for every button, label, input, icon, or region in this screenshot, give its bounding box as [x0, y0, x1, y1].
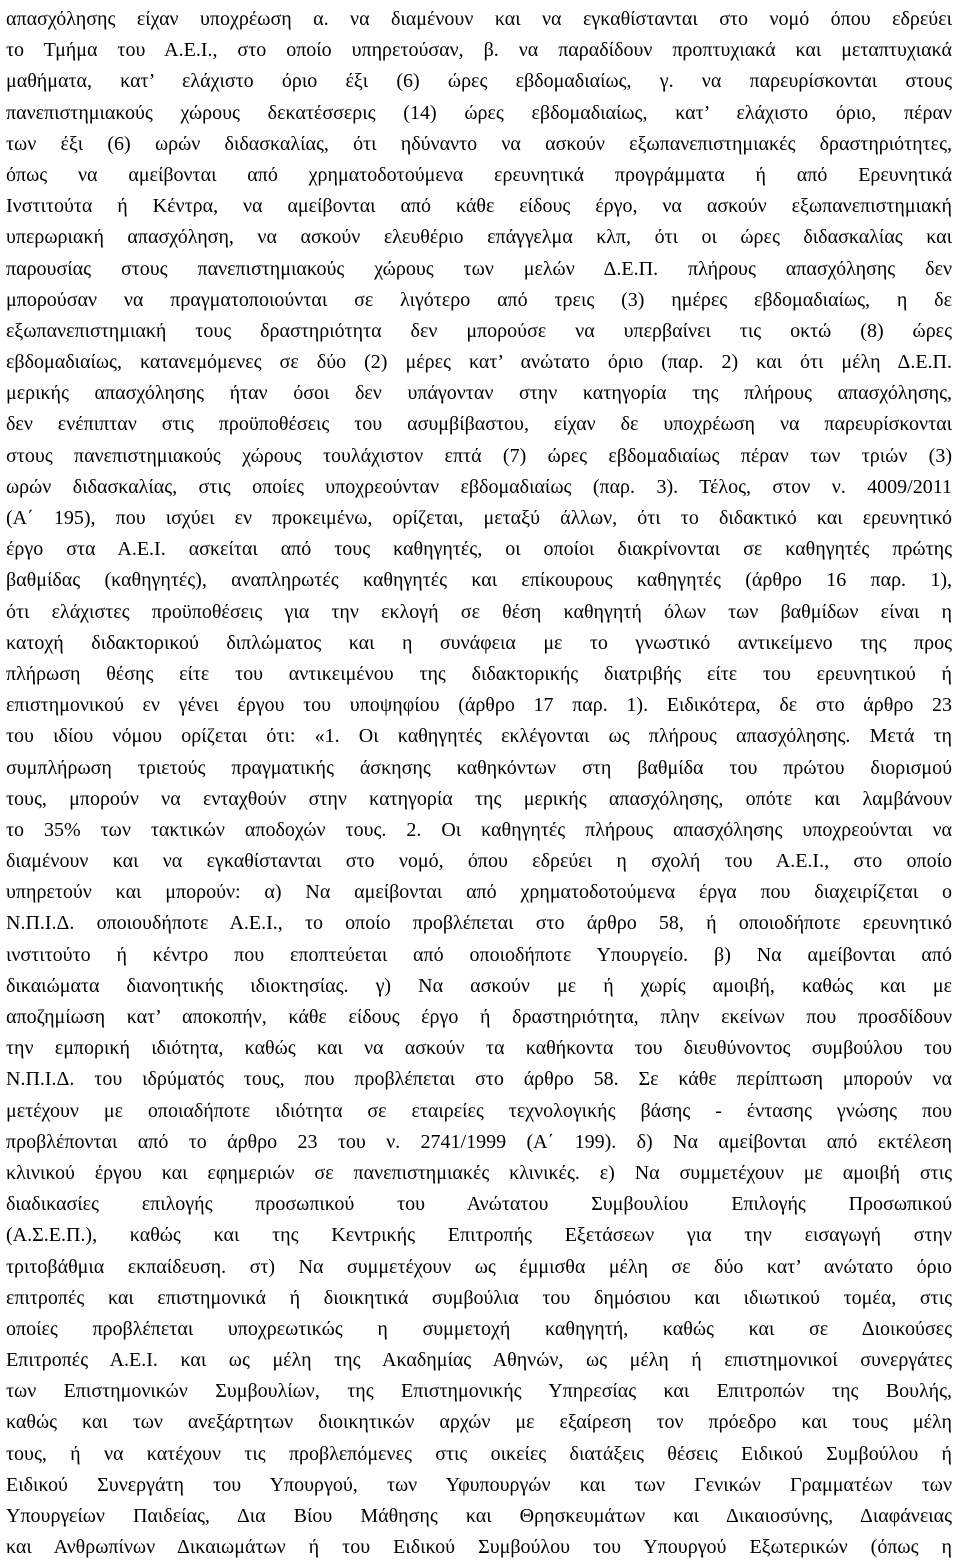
- text-line: ότι ελάχιστες προϋποθέσεις για την εκλογή σε θέση καθηγητή όλων των βαθμίδων είναι η: [6, 600, 952, 623]
- text-line: κατοχή διδακτορικού διπλώματος και η συνάφεια με το γνωστικό αντικείμενο της προς: [6, 631, 952, 654]
- text-line: τους, ή να κατέχουν τις προβλεπόμενες στις οικείες διατάξεις θέσεις Ειδικού Συμβούλου ή: [6, 1442, 952, 1465]
- text-line: το 35% των τακτικών αποδοχών τους. 2. Οι καθηγητές πλήρους απασχόλησης υποχρεούνται να: [6, 818, 952, 841]
- legal-text-body: [6, 0, 952, 1563]
- text-line: κλινικού έργου και εφημεριών σε πανεπιστημιακές κλινικές. ε) Να συμμετέχουν με αμοιβή στις: [6, 1161, 952, 1184]
- text-line: δεν ενέπιπταν στις προϋποθέσεις του ασυμβίβαστου, είχαν δε υποχρέωση να παρευρίσκονται: [6, 413, 952, 436]
- text-line: επιστημονικού εν γένει έργου του υποψηφίου (άρθρο 17 παρ. 1). Ειδικότερα, δε στο άρθρο 23: [6, 694, 952, 717]
- text-line: Ν.Π.Ι.Δ. οποιουδήποτε Α.Ε.Ι., το οποίο προβλέπεται στο άρθρο 58, ή οποιοδήποτε ερευνητικό: [6, 912, 952, 935]
- text-line: μπορούσαν να πραγματοποιούνται σε λιγότερο από τρεις (3) ημέρες εβδομαδιαίως, η δε: [6, 288, 952, 311]
- text-line: μερικής απασχόλησης ήταν όσοι δεν υπάγονταν στην κατηγορία της πλήρους απασχόλησης,: [6, 382, 952, 405]
- text-line: το Τμήμα του Α.Ε.Ι., στο οποίο υπηρετούσαν, β. να παραδίδουν προπτυχιακά και μεταπτυχιακά: [6, 39, 952, 62]
- text-line: Ειδικού Συνεργάτη του Υπουργού, των Υφυπουργών και των Γενικών Γραμματέων των: [6, 1473, 952, 1496]
- text-line: προβλέπονται από το άρθρο 23 του ν. 2741/1999 (Α΄ 199). δ) Να αμείβονται από εκτέλεση: [6, 1130, 952, 1153]
- text-line: εξωπανεπιστημιακή τους δραστηριότητα δεν μπορούσε να υπερβαίνει τις οκτώ (8) ώρες: [6, 319, 952, 342]
- text-line: εβδομαδιαίως, κατανεμόμενες σε δύο (2) μέρες κατ’ ανώτατο όριο (παρ. 2) και ότι μέλη Δ.Ε.Π.: [6, 351, 952, 374]
- text-line: (Α΄ 195), που ισχύει εν προκειμένω, ορίζεται, μεταξύ άλλων, ότι το διδακτικό και ερευνητικό: [6, 507, 952, 529]
- text-line: τους, μπορούν να ενταχθούν στην κατηγορία της μερικής απασχόλησης, οπότε και λαμβάνουν: [6, 787, 952, 810]
- text-line: όπως να αμείβονται από χρηματοδοτούμενα ερευνητικά προγράμματα ή από Ερευνητικά: [6, 163, 952, 186]
- text-line: Επιτροπές Α.Ε.Ι. και ως μέλη της Ακαδημίας Αθηνών, ως μέλη ή επιστημονικοί συνεργάτες: [6, 1349, 952, 1372]
- text-line: Ινστιτούτα ή Κέντρα, να αμείβονται από κάθε είδους έργο, να ασκούν εξωπανεπιστημιακή: [6, 195, 952, 218]
- text-line: διαδικασίες επιλογής προσωπικού του Ανώτατου Συμβουλίου Επιλογής Προσωπικού: [6, 1193, 952, 1216]
- text-line: μαθήματα, κατ’ ελάχιστο όριο έξι (6) ώρες εβδομαδιαίως, γ. να παρευρίσκονται στους: [6, 70, 952, 93]
- text-line: ωρών διδασκαλίας, στις οποίες υποχρεούνταν εβδομαδιαίως (παρ. 3). Τέλος, στον ν. 4009/2011: [6, 475, 952, 498]
- text-line: οποίες προβλέπεται υποχρεωτικώς η συμμετοχή καθηγητή, καθώς και σε Διοικούσες: [6, 1317, 952, 1340]
- text-line: και Ανθρωπίνων Δικαιωμάτων ή του Ειδικού Συμβούλου του Υπουργού Εξωτερικών (όπως η: [6, 1536, 952, 1559]
- text-line: Ν.Π.Ι.Δ. του ιδρύματός τους, που προβλέπεται στο άρθρο 58. Σε κάθε περίπτωση μπορούν να: [6, 1068, 952, 1091]
- text-line: (Α.Σ.Ε.Π.), καθώς και της Κεντρικής Επιτροπής Εξετάσεων για την εισαγωγή στην: [6, 1224, 952, 1247]
- text-line: των Επιστημονικών Συμβουλίων, της Επιστημονικής Υπηρεσίας και Επιτροπών της Βουλής,: [6, 1380, 952, 1403]
- text-line: υπερωριακή απασχόληση, να ασκούν ελευθέριο επάγγελμα κλπ, ότι οι ώρες διδασκαλίας και: [6, 226, 952, 249]
- text-line: αποζημίωση κατ’ αποκοπήν, κάθε είδους έργο ή δραστηριότητα, πλην εκείνων που προσδίδουν: [6, 1006, 952, 1028]
- text-line: δικαιώματα διανοητικής ιδιοκτησίας. γ) Να ασκούν με ή χωρίς αμοιβή, καθώς και με: [6, 974, 952, 997]
- text-line: υπηρετούν και μπορούν: α) Να αμείβονται από χρηματοδοτούμενα έργα που διαχειρίζεται ο: [6, 881, 952, 904]
- text-line: απασχόλησης είχαν υποχρέωση α. να διαμένουν και να εγκαθίστανται στο νομό όπου εδρεύει: [6, 8, 952, 30]
- text-line: παρουσίας στους πανεπιστημιακούς χώρους των μελών Δ.Ε.Π. πλήρους απασχόλησης δεν: [6, 257, 952, 280]
- text-line: ινστιτούτο ή κέντρο που εποπτεύεται από οποιοδήποτε Υπουργείο. β) Να αμείβονται από: [6, 943, 952, 966]
- text-line: καθώς και των ανεξάρτητων διοικητικών αρχών με εξαίρεση τον πρόεδρο και τους μέλη: [6, 1411, 952, 1434]
- text-line: την εμπορική ιδιότητα, καθώς και να ασκούν τα καθήκοντα του διευθύνοντος συμβούλου του: [6, 1037, 952, 1060]
- text-line: συμπλήρωση τριετούς πραγματικής άσκησης καθηκόντων στη βαθμίδα του πρώτου διορισμού: [6, 756, 952, 779]
- text-line: του ιδίου νόμου ορίζεται ότι: «1. Οι καθηγητές εκλέγονται ως πλήρους απασχόλησης. Μετά τη: [6, 725, 952, 748]
- text-line: πανεπιστημιακούς χώρους δεκατέσσερις (14) ώρες εβδομαδιαίως, κατ’ ελάχιστο όριο, πέραν: [6, 101, 952, 124]
- text-line: διαμένουν και να εγκαθίστανται στο νομό, όπου εδρεύει η σχολή του Α.Ε.Ι., στο οποίο: [6, 850, 952, 873]
- text-line: των έξι (6) ωρών διδασκαλίας, ότι ηδύναντο να ασκούν εξωπανεπιστημιακές δραστηριότητες,: [6, 132, 952, 155]
- text-line: στους πανεπιστημιακούς χώρους τουλάχιστον επτά (7) ώρες εβδομαδιαίως πέραν των τριών (3): [6, 444, 952, 467]
- text-line: μετέχουν με οποιαδήποτε ιδιότητα σε εταιρείες τεχνολογικής βάσης - έντασης γνώσης που: [6, 1099, 952, 1122]
- text-line: πλήρωση θέσης είτε του αντικειμένου της διδακτορικής διατριβής είτε του ερευνητικού ή: [6, 662, 952, 685]
- text-line: έργο στα Α.Ε.Ι. ασκείται από τους καθηγητές, οι οποίοι διακρίνονται σε καθηγητές πρώτης: [6, 538, 952, 561]
- text-line: Υπουργείων Παιδείας, Δια Βίου Μάθησης και Θρησκευμάτων και Δικαιοσύνης, Διαφάνειας: [6, 1505, 952, 1527]
- text-line: επιτροπές και επιστημονικά ή διοικητικά συμβούλια του δημόσιου και ιδιωτικού τομέα, στις: [6, 1286, 952, 1309]
- text-line: βαθμίδας (καθηγητές), αναπληρωτές καθηγητές και επίκουρους καθηγητές (άρθρο 16 παρ. 1),: [6, 569, 952, 592]
- text-line: τριτοβάθμια εκπαίδευση. στ) Να συμμετέχουν ως έμμισθα μέλη σε δύο κατ’ ανώτατο όριο: [6, 1255, 952, 1278]
